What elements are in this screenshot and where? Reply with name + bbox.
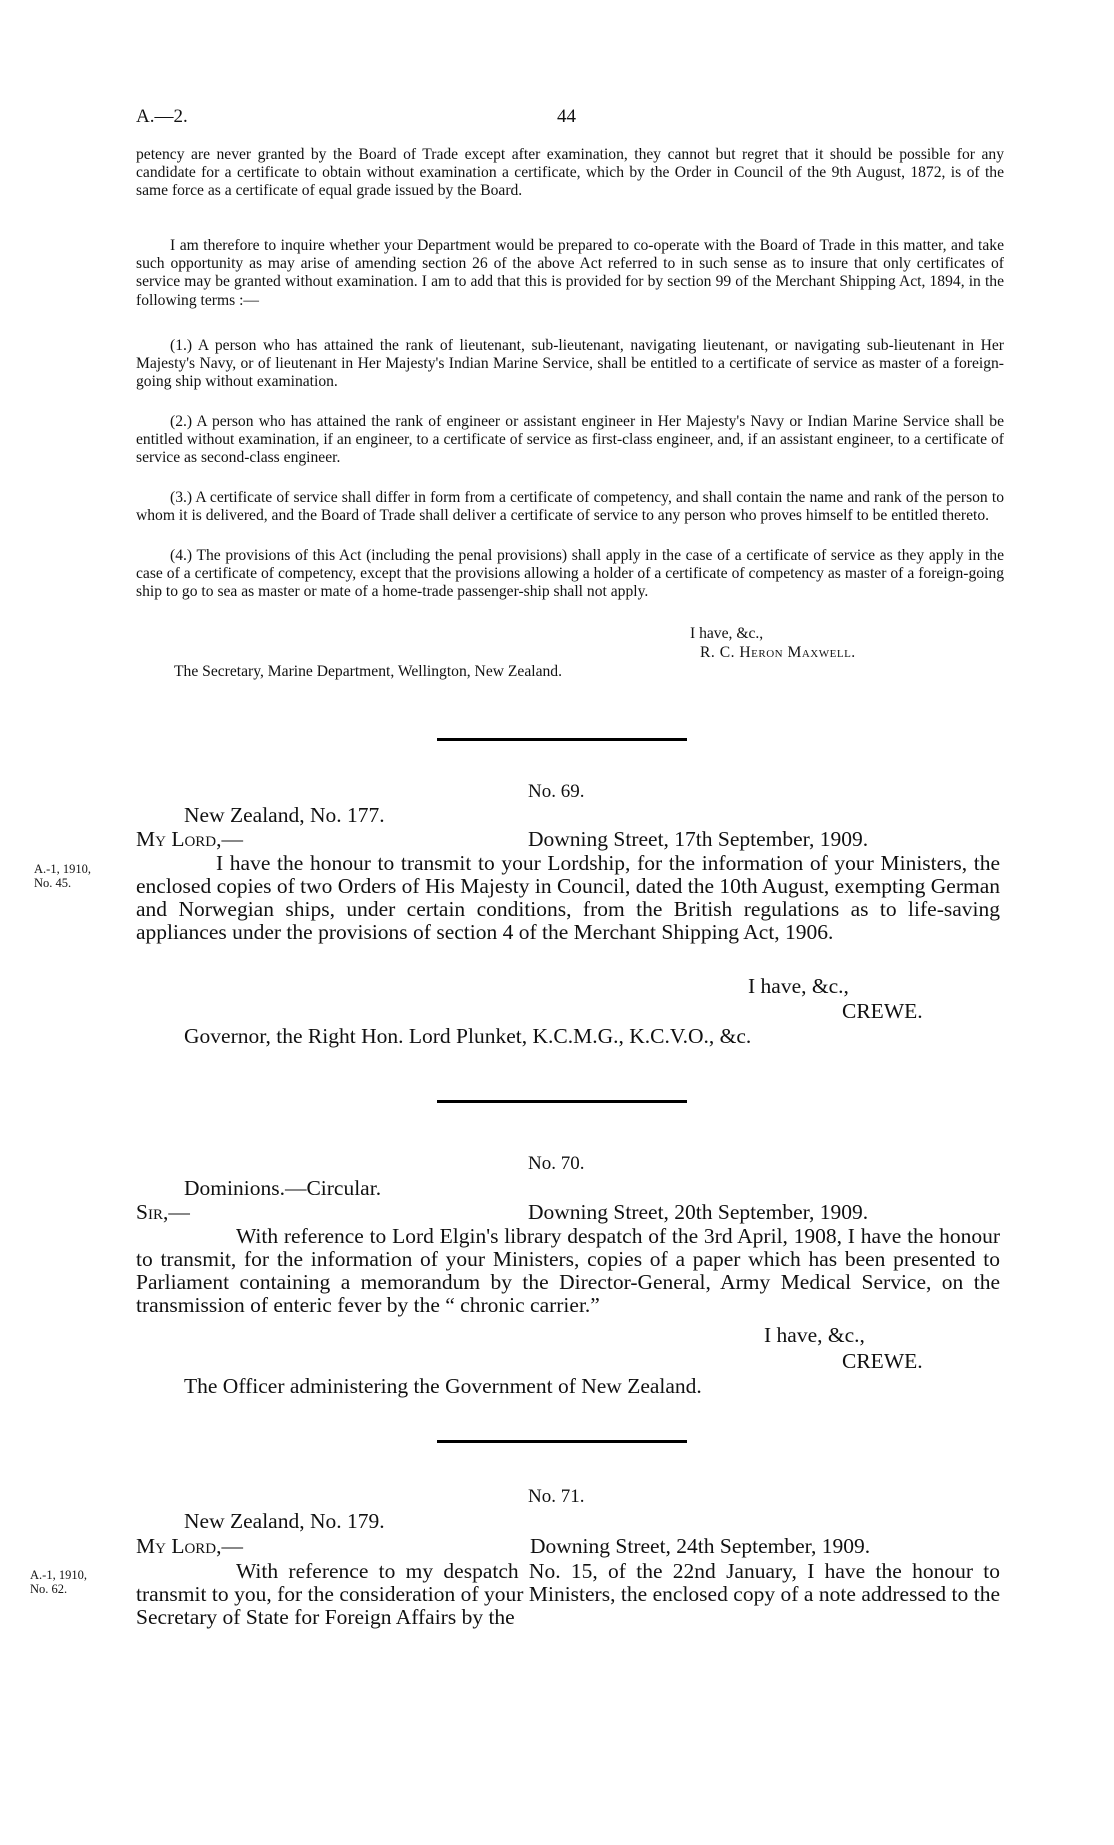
margin-note-line: A.-1, 1910, xyxy=(34,862,91,876)
margin-note-line: No. 62. xyxy=(30,1582,68,1596)
despatch-number: No. 71. xyxy=(528,1486,585,1507)
divider-rule xyxy=(437,1440,687,1443)
signature: CREWE. xyxy=(842,999,923,1023)
addressee: Governor, the Right Hon. Lord Plunket, K.C.M.G., K.C.V.O., &c. xyxy=(184,1024,752,1048)
list-item: (1.) A person who has attained the rank of lieutenant, sub-lieutenant, navigating lieutenant, or navigating sub-lieutenant in Her Majesty's Navy, or of lieutenant in Her Majesty's Indian Marine Service, shall be entitled to a certificate of service as master of a foreign-going ship without examination. xyxy=(136,337,1004,391)
page-header-ref: A.—2. xyxy=(136,106,188,127)
despatch-date: Downing Street, 20th September, 1909. xyxy=(528,1200,869,1224)
salutation: My Lord,— xyxy=(136,827,244,851)
signature: R. C. Heron Maxwell. xyxy=(700,644,856,661)
despatch-body: With reference to my despatch No. 15, of the 22nd January, I have the honour to transmit to you, for the consideration of your Ministers, the enclosed copy of a note addressed to the Secretary of State for Foreign Affairs by the xyxy=(136,1559,1000,1629)
divider-rule xyxy=(437,1100,687,1103)
despatch-body: With reference to Lord Elgin's library despatch of the 3rd April, 1908, I have the honour to transmit, for the information of your Ministers, copies of a paper which has been presented to Parliament containing a memorandum by the Director-General, Army Medical Service, on the transmission of enteric fever by the “ chronic carrier.” xyxy=(136,1224,1000,1317)
despatch-date: Downing Street, 17th September, 1909. xyxy=(528,827,869,851)
despatch-reference: New Zealand, No. 179. xyxy=(184,1509,385,1533)
margin-note xyxy=(30,1568,87,1596)
divider-rule xyxy=(437,738,687,741)
page-number: 44 xyxy=(557,106,576,127)
closing: I have, &c., xyxy=(748,974,849,998)
paragraph: I am therefore to inquire whether your Department would be prepared to co-operate with the Board of Trade in this matter, and take such opportunity as may arise of amending section 26 of the above Act referred to in such sense as to insure that only certificates of service may be granted without examination. I am to add that this is provided for by section 99 of the Merchant Shipping Act, 1894, in the following terms :— xyxy=(136,237,1004,309)
salutation: My Lord,— xyxy=(136,1534,244,1558)
despatch-date: Downing Street, 24th September, 1909. xyxy=(530,1534,871,1558)
despatch-reference: Dominions.—Circular. xyxy=(184,1176,382,1200)
despatch-reference: New Zealand, No. 177. xyxy=(184,803,385,827)
despatch-number: No. 69. xyxy=(528,781,585,802)
addressee: The Officer administering the Government of New Zealand. xyxy=(184,1374,702,1398)
closing: I have, &c., xyxy=(764,1323,865,1347)
despatch-body: I have the honour to transmit to your Lordship, for the information of your Ministers, the enclosed copies of two Orders of His Majesty in Council, dated the 10th August, exempting German and Norwegian ships, under certain conditions, from the British regulations as to life-saving appliances under the provisions of section 4 of the Merchant Shipping Act, 1906. xyxy=(136,851,1001,944)
margin-note xyxy=(34,862,91,890)
salutation: Sir,— xyxy=(136,1200,190,1224)
paragraph: petency are never granted by the Board of Trade except after examination, they cannot but regret that it should be possible for any candidate for a certificate to obtain without examination a certificate, which by the Order in Council of the 9th August, 1872, is of the same force as a certificate of equal grade issued by the Board. xyxy=(136,146,1004,200)
margin-note-line: No. 45. xyxy=(34,876,72,890)
despatch-number: No. 70. xyxy=(528,1153,585,1174)
closing: I have, &c., xyxy=(690,625,764,642)
list-item: (2.) A person who has attained the rank of engineer or assistant engineer in Her Majesty's Navy or Indian Marine Service shall be entitled without examination, if an engineer, to a certificate of service as first-class engineer, and, if an assistant engineer, to a certificate of service as second-class engineer. xyxy=(136,413,1004,467)
margin-note-line: A.-1, 1910, xyxy=(30,1568,87,1582)
list-item: (3.) A certificate of service shall differ in form from a certificate of competency, and shall contain the name and rank of the person to whom it is delivered, and the Board of Trade shall deliver a certificate of service to any person who proves himself to be entitled thereto. xyxy=(136,489,1004,525)
addressee: The Secretary, Marine Department, Wellington, New Zealand. xyxy=(174,663,563,680)
signature: CREWE. xyxy=(842,1349,923,1373)
list-item: (4.) The provisions of this Act (including the penal provisions) shall apply in the case of a certificate of service as they apply in the case of a certificate of competency, except that the provisions allowing a holder of a certificate of competency as master of a foreign-going ship to go to sea as master or mate of a home-trade passenger-ship shall not apply. xyxy=(136,547,1004,601)
